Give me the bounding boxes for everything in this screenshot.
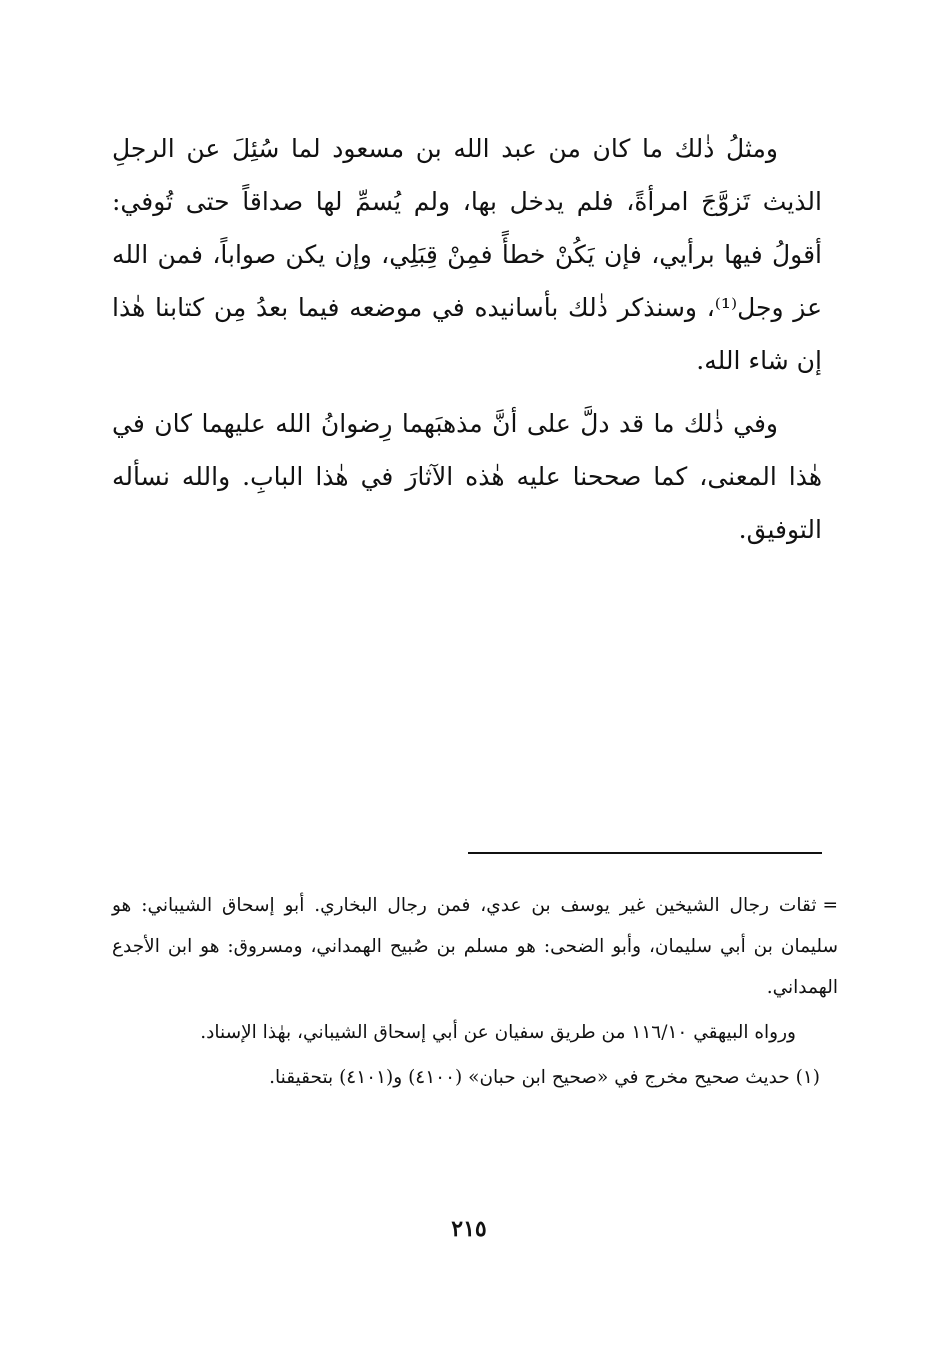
footnote-continuation [112, 885, 838, 1008]
footnote-1: (١) حديث صحيح مخرج في «صحيح ابن حبان» (٤١٠٠) و(٤١٠١) بتحقيقنا. [269, 1067, 820, 1088]
main-text [112, 122, 822, 556]
paragraph-1: ومثلُ ذٰلك ما كان من عبد الله بن مسعود لما سُئِلَ عن الرجلِ الذيث تَزوَّجَ امرأةً، فلم يدخل بها، ولم يُسمِّ لها صداقاً حتى تُوفي: أقولُ فيها برأيي، فإن يَكُنْ خطأً فمِنْ قِبَلِي، وإن يكن صواباً، فمن الله عز وجل⁽¹⁾، وسنذكر ذٰلك بأسانيده في موضعه فيما بعدُ مِن كتابنا هٰذا إن شاء الله. [112, 134, 822, 375]
footnote-continuation-text: ثقات رجال الشيخين غير يوسف بن عدي، فمن رجال البخاري. أبو إسحاق الشيباني: هو سليمان بن أبي سليمان، وأبو الضحى: هو مسلم بن صُبيح الهمداني، ومسروق: هو ابن الأجدع الهمداني. [112, 895, 838, 998]
footnote-separator [468, 852, 822, 854]
paragraph-2: وفي ذٰلك ما قد دلَّ على أنَّ مذهبَهما رِضوانُ الله عليهما كان في هٰذا المعنى، كما صححنا عليه هٰذه الآثارَ في هٰذا البابِ. والله نسأله التوفيق. [112, 409, 822, 544]
footnote-narration: ورواه البيهقي ١١٦/١٠ من طريق سفيان عن أبي إسحاق الشيباني، بهٰذا الإسناد. [200, 1022, 796, 1043]
continuation-marker: = [822, 895, 838, 916]
page-number: ٢١٥ [451, 1216, 487, 1242]
footnotes-section [112, 885, 838, 1102]
